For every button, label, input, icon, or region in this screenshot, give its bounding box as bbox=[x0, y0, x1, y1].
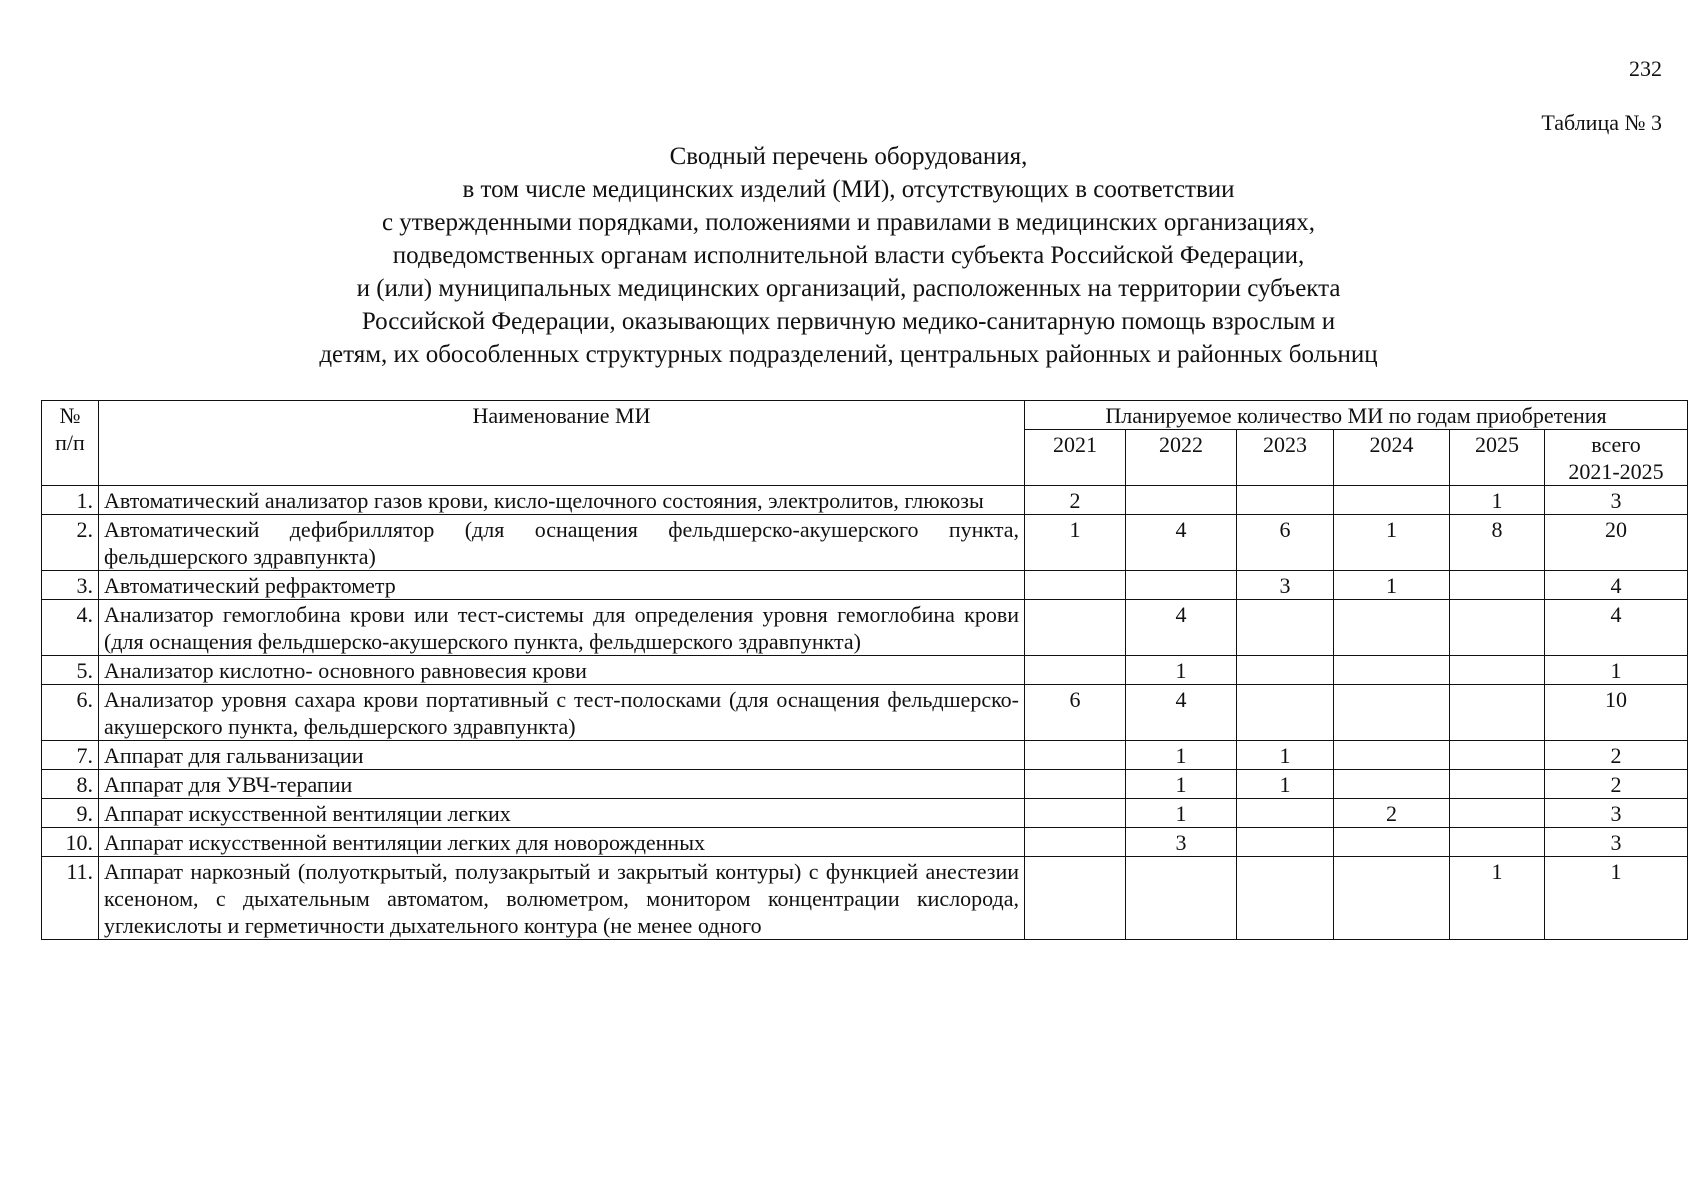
qty-2021 bbox=[1025, 571, 1126, 600]
qty-2022 bbox=[1126, 857, 1237, 940]
qty-2023 bbox=[1237, 486, 1334, 515]
row-number: 8. bbox=[42, 770, 99, 799]
qty-2022: 1 bbox=[1126, 741, 1237, 770]
table-row bbox=[42, 656, 1688, 685]
title-line: Российской Федерации, оказывающих первичную медико-санитарную помощь взрослым и bbox=[361, 308, 1336, 335]
table-row bbox=[42, 515, 1688, 571]
qty-2022 bbox=[1126, 571, 1237, 600]
table-row bbox=[42, 571, 1688, 600]
qty-total: 3 bbox=[1545, 828, 1688, 857]
qty-2021 bbox=[1025, 857, 1126, 940]
row-number: 5. bbox=[42, 656, 99, 685]
qty-2024 bbox=[1334, 770, 1450, 799]
qty-2025 bbox=[1450, 656, 1545, 685]
header-num bbox=[42, 401, 99, 486]
qty-2021 bbox=[1025, 828, 1126, 857]
row-number: 1. bbox=[42, 486, 99, 515]
row-number: 7. bbox=[42, 741, 99, 770]
table-row bbox=[42, 685, 1688, 741]
table-row bbox=[42, 857, 1688, 940]
document-title bbox=[0, 140, 1697, 371]
qty-2023 bbox=[1237, 857, 1334, 940]
qty-2025 bbox=[1450, 600, 1545, 656]
qty-2023: 1 bbox=[1237, 741, 1334, 770]
qty-total: 4 bbox=[1545, 571, 1688, 600]
equipment-name: Анализатор уровня сахара крови портативный с тест-полосками (для оснащения фельдшерско-акушерского пункта, фельдшерского здравпункта) bbox=[99, 685, 1025, 741]
qty-2025: 1 bbox=[1450, 857, 1545, 940]
qty-2024: 1 bbox=[1334, 515, 1450, 571]
equipment-name: Аппарат для УВЧ-терапии bbox=[99, 770, 1025, 799]
qty-total: 10 bbox=[1545, 685, 1688, 741]
header-year: 2021 bbox=[1025, 430, 1126, 486]
qty-total: 2 bbox=[1545, 770, 1688, 799]
qty-2022: 4 bbox=[1126, 685, 1237, 741]
qty-2021: 6 bbox=[1025, 685, 1126, 741]
table-row bbox=[42, 486, 1688, 515]
qty-2025 bbox=[1450, 571, 1545, 600]
qty-2022: 1 bbox=[1126, 656, 1237, 685]
qty-2021: 2 bbox=[1025, 486, 1126, 515]
row-number: 11. bbox=[42, 857, 99, 940]
qty-2021 bbox=[1025, 741, 1126, 770]
row-number: 2. bbox=[42, 515, 99, 571]
header-year: 2022 bbox=[1126, 430, 1237, 486]
qty-2025 bbox=[1450, 770, 1545, 799]
qty-2024 bbox=[1334, 685, 1450, 741]
qty-2022: 1 bbox=[1126, 799, 1237, 828]
table-body bbox=[42, 486, 1688, 940]
header-year: 2023 bbox=[1237, 430, 1334, 486]
qty-2025 bbox=[1450, 685, 1545, 741]
equipment-name: Анализатор гемоглобина крови или тест-системы для определения уровня гемоглобина крови (для оснащения фельдшерско-акушерского пункта, фельдшерского здравпункта) bbox=[99, 600, 1025, 656]
qty-2023: 6 bbox=[1237, 515, 1334, 571]
qty-2021 bbox=[1025, 799, 1126, 828]
qty-total: 3 bbox=[1545, 799, 1688, 828]
equipment-name: Автоматический рефрактометр bbox=[99, 571, 1025, 600]
header-num-symbol: № bbox=[59, 403, 81, 428]
qty-2025: 8 bbox=[1450, 515, 1545, 571]
equipment-name: Аппарат наркозный (полуоткрытый, полузакрытый и закрытый контуры) с функцией анестезии ксеноном, с дыхательным автоматом, волюметром, монитором концентрации кислорода, углекислоты и герметичности дыхательного контура (не менее одного bbox=[99, 857, 1025, 940]
row-number: 3. bbox=[42, 571, 99, 600]
title-line: Сводный перечень оборудования, bbox=[669, 143, 1028, 170]
qty-2021 bbox=[1025, 656, 1126, 685]
header-year: 2024 bbox=[1334, 430, 1450, 486]
qty-2025 bbox=[1450, 828, 1545, 857]
header-year: 2025 bbox=[1450, 430, 1545, 486]
equipment-name: Автоматический анализатор газов крови, кисло-щелочного состояния, электролитов, глюкозы bbox=[99, 486, 1025, 515]
qty-2022: 4 bbox=[1126, 600, 1237, 656]
header-num-abbrev: п/п bbox=[55, 430, 85, 455]
equipment-name: Аппарат искусственной вентиляции легких bbox=[99, 799, 1025, 828]
qty-2024 bbox=[1334, 486, 1450, 515]
qty-2024 bbox=[1334, 741, 1450, 770]
equipment-table bbox=[41, 400, 1688, 940]
qty-2023: 3 bbox=[1237, 571, 1334, 600]
qty-2024: 2 bbox=[1334, 799, 1450, 828]
qty-2023 bbox=[1237, 656, 1334, 685]
row-number: 4. bbox=[42, 600, 99, 656]
header-planned-quantity: Планируемое количество МИ по годам приобретения bbox=[1025, 401, 1688, 430]
qty-2025 bbox=[1450, 799, 1545, 828]
qty-2024: 1 bbox=[1334, 571, 1450, 600]
table-row bbox=[42, 799, 1688, 828]
row-number: 9. bbox=[42, 799, 99, 828]
header-name: Наименование МИ bbox=[99, 401, 1025, 486]
qty-2022: 4 bbox=[1126, 515, 1237, 571]
qty-2023 bbox=[1237, 600, 1334, 656]
table-row bbox=[42, 828, 1688, 857]
table-row bbox=[42, 600, 1688, 656]
qty-2023 bbox=[1237, 799, 1334, 828]
equipment-name: Автоматический дефибриллятор (для оснащения фельдшерско-акушерского пункта, фельдшерского здравпункта) bbox=[99, 515, 1025, 571]
qty-2023: 1 bbox=[1237, 770, 1334, 799]
qty-2025 bbox=[1450, 741, 1545, 770]
row-number: 6. bbox=[42, 685, 99, 741]
header-total-label: всего bbox=[1591, 432, 1641, 457]
qty-2021: 1 bbox=[1025, 515, 1126, 571]
qty-2024 bbox=[1334, 857, 1450, 940]
table-label: Таблица № 3 bbox=[1541, 110, 1662, 135]
qty-2024 bbox=[1334, 828, 1450, 857]
table-row bbox=[42, 741, 1688, 770]
page-number: 232 bbox=[1629, 56, 1662, 81]
equipment-name: Аппарат для гальванизации bbox=[99, 741, 1025, 770]
qty-total: 4 bbox=[1545, 600, 1688, 656]
qty-2022: 1 bbox=[1126, 770, 1237, 799]
qty-2021 bbox=[1025, 770, 1126, 799]
qty-2023 bbox=[1237, 685, 1334, 741]
equipment-name: Аппарат искусственной вентиляции легких для новорожденных bbox=[99, 828, 1025, 857]
title-line: и (или) муниципальных медицинских организаций, расположенных на территории субъекта bbox=[356, 275, 1341, 302]
qty-2022: 3 bbox=[1126, 828, 1237, 857]
qty-total: 2 bbox=[1545, 741, 1688, 770]
header-total bbox=[1545, 430, 1688, 486]
qty-2024 bbox=[1334, 600, 1450, 656]
title-line: с утвержденными порядками, положениями и правилами в медицинских организациях, bbox=[381, 209, 1316, 236]
qty-total: 20 bbox=[1545, 515, 1688, 571]
row-number: 10. bbox=[42, 828, 99, 857]
table-row bbox=[42, 770, 1688, 799]
title-line: в том числе медицинских изделий (МИ), отсутствующих в соответствии bbox=[462, 176, 1235, 203]
qty-2021 bbox=[1025, 600, 1126, 656]
equipment-name: Анализатор кислотно- основного равновесия крови bbox=[99, 656, 1025, 685]
header-total-range: 2021-2025 bbox=[1568, 459, 1664, 484]
title-line: подведомственных органам исполнительной власти субъекта Российской Федерации, bbox=[392, 242, 1305, 269]
qty-2022 bbox=[1126, 486, 1237, 515]
qty-2024 bbox=[1334, 656, 1450, 685]
qty-total: 3 bbox=[1545, 486, 1688, 515]
qty-2023 bbox=[1237, 828, 1334, 857]
qty-total: 1 bbox=[1545, 857, 1688, 940]
qty-total: 1 bbox=[1545, 656, 1688, 685]
qty-2025: 1 bbox=[1450, 486, 1545, 515]
title-line: детям, их обособленных структурных подразделений, центральных районных и районных больниц bbox=[319, 341, 1378, 368]
